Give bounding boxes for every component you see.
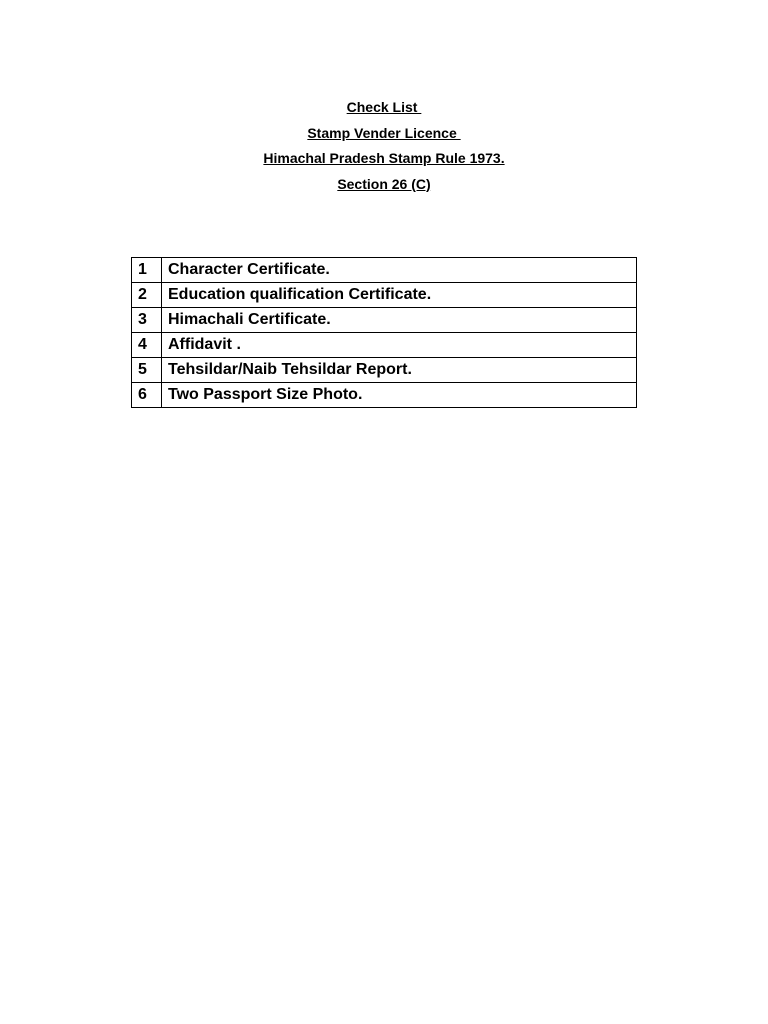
row-item: Tehsildar/Naib Tehsildar Report. [162,358,637,383]
row-number: 6 [132,383,162,408]
row-number: 4 [132,333,162,358]
table-row [132,283,637,308]
row-item: Himachali Certificate. [162,308,637,333]
row-number: 5 [132,358,162,383]
row-number: 1 [132,258,162,283]
row-item: Education qualification Certificate. [162,283,637,308]
table-row [132,383,637,408]
table-row [132,358,637,383]
table-row [132,308,637,333]
page-subtitle: Stamp Vender Licence [307,124,461,141]
checklist-table [131,257,637,408]
row-item: Two Passport Size Photo. [162,383,637,408]
row-number: 2 [132,283,162,308]
section-reference: Section 26 (C) [337,175,431,192]
row-number: 3 [132,308,162,333]
heading-block [0,95,768,197]
table-row [132,258,637,283]
row-item: Character Certificate. [162,258,637,283]
row-item: Affidavit . [162,333,637,358]
rule-reference: Himachal Pradesh Stamp Rule 1973. [263,150,505,166]
page-title: Check List [346,99,422,115]
table-row [132,333,637,358]
